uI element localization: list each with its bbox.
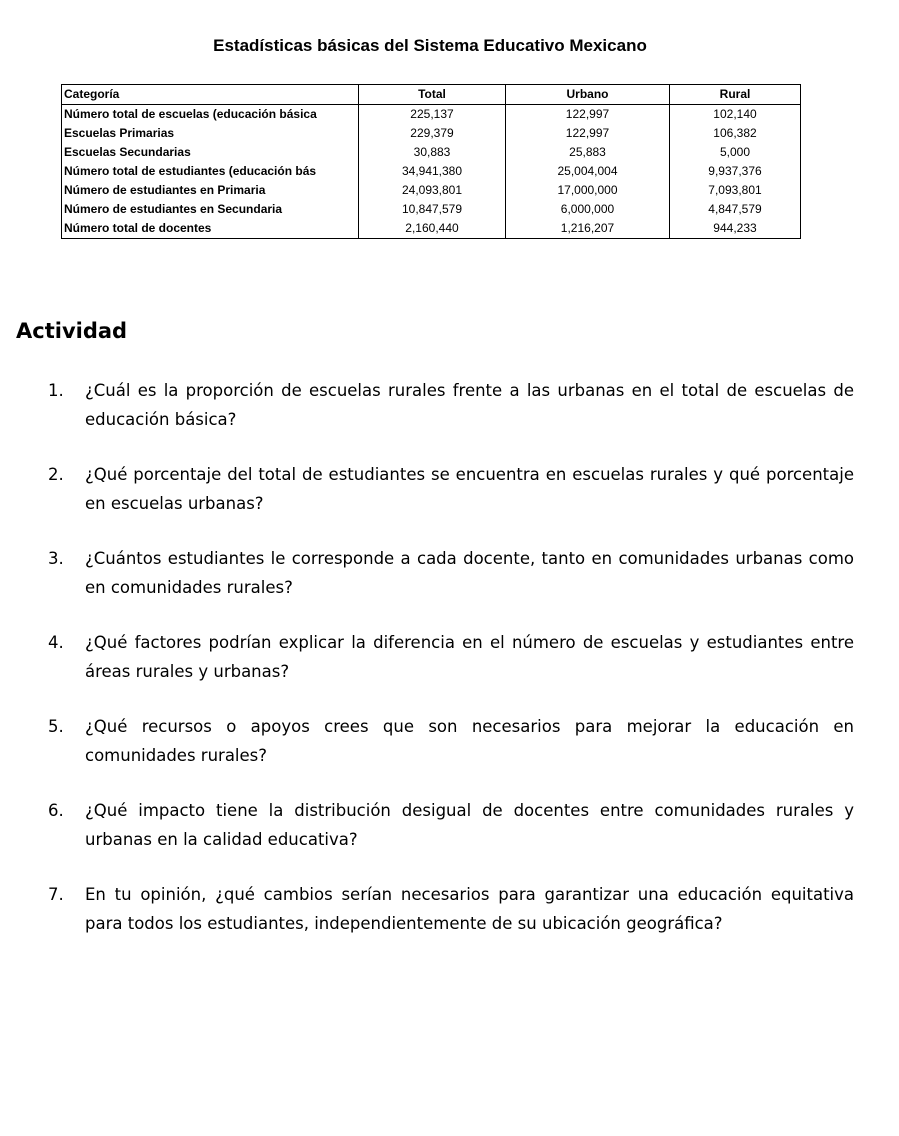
question-text: ¿Qué impacto tiene la distribución desigual de docentes entre comunidades rurales y urbanas en la calidad educativa? (85, 801, 854, 849)
question-number: 5. (48, 717, 64, 736)
question-item (48, 460, 854, 518)
cell-total: 30,883 (359, 143, 506, 162)
question-text: En tu opinión, ¿qué cambios serían necesarios para garantizar una educación equitativa para todos los estudiantes, independientemente de su ubicación geográfica? (85, 885, 854, 933)
cell-rural: 106,382 (670, 124, 801, 143)
question-number: 3. (48, 549, 64, 568)
cell-rural: 944,233 (670, 219, 801, 239)
question-item (48, 376, 854, 434)
cell-urbano: 122,997 (506, 124, 670, 143)
question-text: ¿Cuál es la proporción de escuelas rurales frente a las urbanas en el total de escuelas de educación básica? (85, 381, 854, 429)
statistics-table (61, 84, 801, 239)
question-text: ¿Cuántos estudiantes le corresponde a cada docente, tanto en comunidades urbanas como en comunidades rurales? (85, 549, 854, 597)
header-category: Categoría (62, 85, 359, 105)
table-row (62, 200, 801, 219)
cell-total: 2,160,440 (359, 219, 506, 239)
row-label: Número de estudiantes en Primaria (62, 181, 359, 200)
question-number: 6. (48, 801, 64, 820)
table-row (62, 219, 801, 239)
row-label: Escuelas Primarias (62, 124, 359, 143)
question-text: ¿Qué porcentaje del total de estudiantes se encuentra en escuelas rurales y qué porcentaje en escuelas urbanas? (85, 465, 854, 513)
cell-total: 225,137 (359, 105, 506, 125)
header-urbano: Urbano (506, 85, 670, 105)
question-number: 7. (48, 885, 64, 904)
header-total: Total (359, 85, 506, 105)
question-item (48, 628, 854, 686)
question-list (48, 376, 854, 964)
row-label: Número total de estudiantes (educación bás (62, 162, 359, 181)
table-row (62, 124, 801, 143)
table-header-row (62, 85, 801, 105)
cell-urbano: 25,004,004 (506, 162, 670, 181)
cell-urbano: 25,883 (506, 143, 670, 162)
question-number: 1. (48, 381, 64, 400)
cell-rural: 9,937,376 (670, 162, 801, 181)
question-text: ¿Qué factores podrían explicar la diferencia en el número de escuelas y estudiantes entre áreas rurales y urbanas? (85, 633, 854, 681)
cell-rural: 102,140 (670, 105, 801, 125)
question-item (48, 712, 854, 770)
question-item (48, 880, 854, 938)
question-text: ¿Qué recursos o apoyos crees que son necesarios para mejorar la educación en comunidades rurales? (85, 717, 854, 765)
cell-total: 229,379 (359, 124, 506, 143)
cell-urbano: 1,216,207 (506, 219, 670, 239)
row-label: Número total de docentes (62, 219, 359, 239)
cell-rural: 7,093,801 (670, 181, 801, 200)
question-item (48, 796, 854, 854)
row-label: Número de estudiantes en Secundaria (62, 200, 359, 219)
cell-total: 34,941,380 (359, 162, 506, 181)
row-label: Escuelas Secundarias (62, 143, 359, 162)
cell-urbano: 122,997 (506, 105, 670, 125)
cell-total: 10,847,579 (359, 200, 506, 219)
document-title: Estadísticas básicas del Sistema Educativo Mexicano (213, 36, 647, 55)
table-row (62, 162, 801, 181)
cell-total: 24,093,801 (359, 181, 506, 200)
question-number: 2. (48, 465, 64, 484)
question-number: 4. (48, 633, 64, 652)
cell-urbano: 17,000,000 (506, 181, 670, 200)
cell-rural: 4,847,579 (670, 200, 801, 219)
question-item (48, 544, 854, 602)
header-rural: Rural (670, 85, 801, 105)
activity-heading: Actividad (16, 319, 128, 343)
table-row (62, 181, 801, 200)
table-row (62, 105, 801, 125)
row-label: Número total de escuelas (educación básica (62, 105, 359, 125)
cell-urbano: 6,000,000 (506, 200, 670, 219)
table-row (62, 143, 801, 162)
cell-rural: 5,000 (670, 143, 801, 162)
